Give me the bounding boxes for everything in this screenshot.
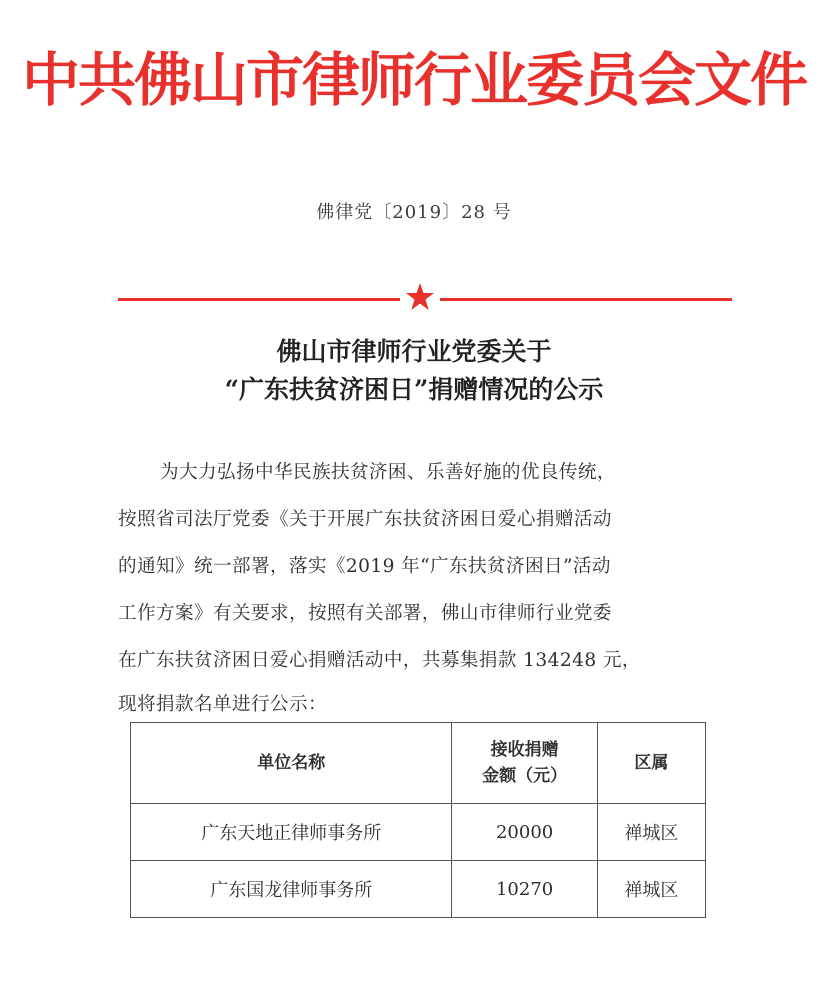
table-row (131, 804, 706, 861)
red-rule-left (118, 298, 400, 301)
document-number: 佛律党〔2019〕28 号 (316, 202, 512, 223)
body-text-line: 的通知》统一部署，落实《2019 年“广东扶贫济困日”活动 (118, 556, 611, 577)
masthead-title: 中共佛山市律师行业委员会文件 (21, 46, 806, 114)
red-rule-right (440, 298, 732, 301)
table-row (131, 861, 706, 918)
notice-title-line-2: “广东扶贫济困日”捐赠情况的公示 (224, 375, 604, 404)
body-text-line: 工作方案》有关要求，按照有关部署，佛山市律师行业党委 (118, 603, 612, 624)
cell-district: 禅城区 (597, 804, 705, 861)
donation-table (130, 722, 706, 918)
notice-title-line-1: 佛山市律师行业党委关于 (276, 337, 552, 366)
cell-amount: 20000 (452, 804, 597, 861)
table-header-row (131, 723, 706, 804)
column-header-amount-line-2: 金额（元） (482, 766, 568, 786)
cell-amount: 10270 (452, 861, 597, 918)
body-text-line: 现将捐款名单进行公示： (118, 694, 327, 715)
column-header-amount (452, 723, 597, 804)
cell-firm-name: 广东天地正律师事务所 (131, 804, 452, 861)
star-icon (405, 282, 435, 312)
column-header-name: 单位名称 (131, 723, 452, 804)
cell-district: 禅城区 (597, 861, 705, 918)
body-text-line: 按照省司法厅党委《关于开展广东扶贫济困日爱心捐赠活动 (118, 509, 612, 530)
column-header-district: 区属 (597, 723, 705, 804)
star-shape (406, 283, 434, 310)
body-text-line: 为大力弘扬中华民族扶贫济困、乐善好施的优良传统， (160, 462, 616, 483)
cell-firm-name: 广东国龙律师事务所 (131, 861, 452, 918)
body-text-line: 在广东扶贫济困日爱心捐赠活动中，共募集捐款 134248 元， (118, 650, 641, 671)
column-header-amount-line-1: 接收捐赠 (490, 740, 559, 760)
